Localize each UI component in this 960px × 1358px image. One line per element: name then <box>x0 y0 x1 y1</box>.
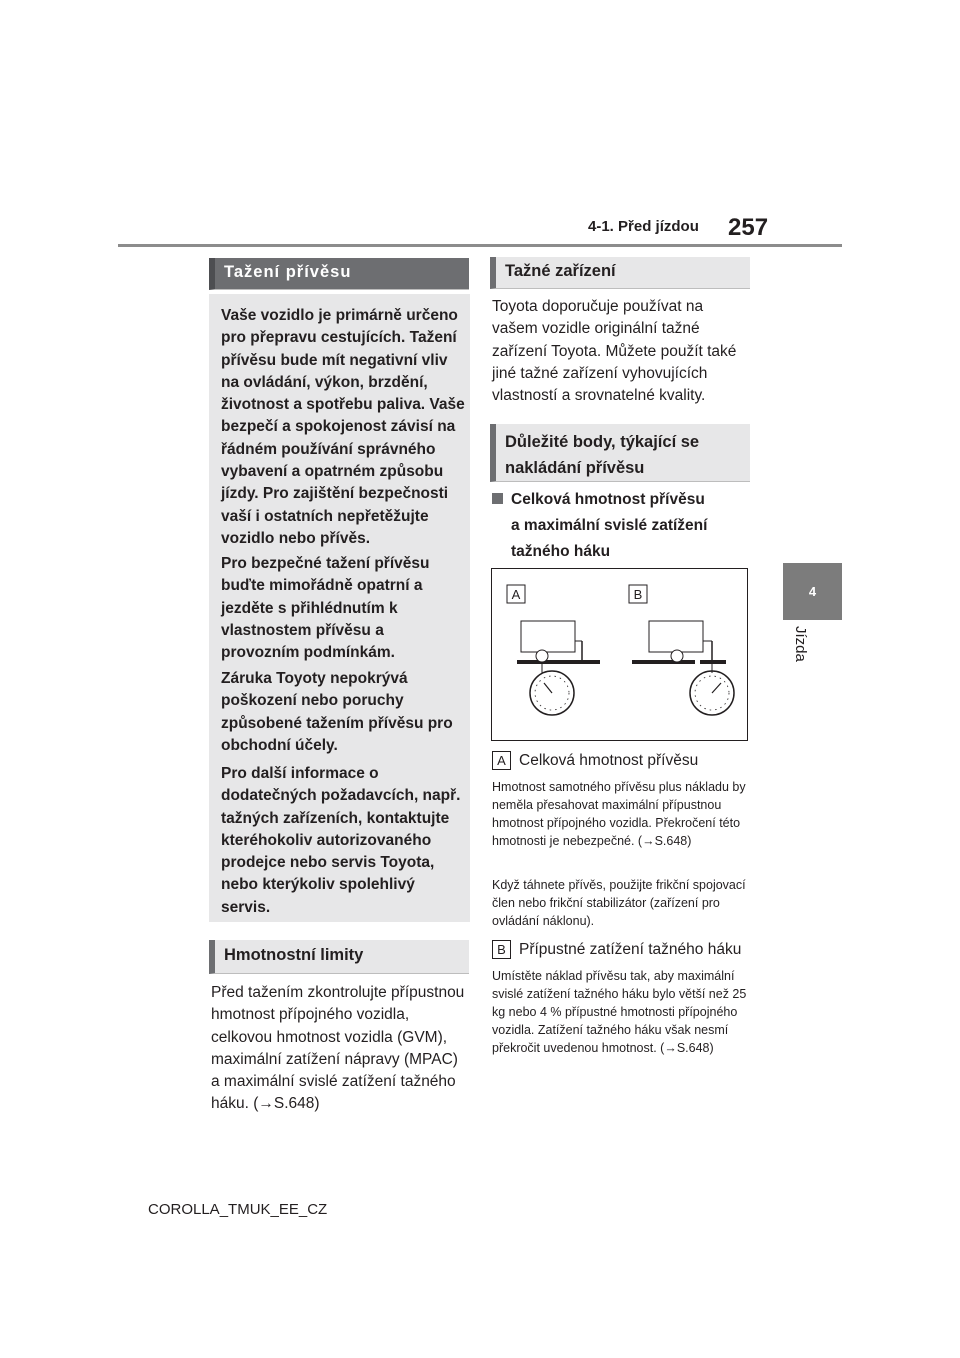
hitch-text: Toyota doporučuje používat na vašem vozidle originální tažné zařízení Toyota. Můžete použít také jiné tažné zařízení vyhovujících vlastností a srovnatelné kvality. <box>492 298 737 405</box>
item-b-title: B Přípustné zatížení tažného háku <box>492 940 741 959</box>
intro-paragraph: Záruka Toyoty nepokrývá poškození nebo poruchy způsobené tažením přívěsu pro obchodní účely. <box>221 670 453 754</box>
header-rule <box>118 244 842 247</box>
trailer-weight-diagram <box>491 568 748 741</box>
subheading-weight: Celková hmotnost přívěsu a maximální svislé zatížení tažného háku <box>492 487 752 565</box>
trailer-b-wheel <box>671 650 683 662</box>
heading-weight-limits: Hmotnostní limity <box>209 940 469 974</box>
trailer-b-body <box>649 621 703 652</box>
scale-a-needle <box>544 683 552 693</box>
trailer-a-body <box>521 621 575 652</box>
item-a-text: Hmotnost samotného přívěsu plus nákladu by neměla přesahovat maximální přípustnou hmotnost přípojného vozidla. Překročení této hmotnosti je nebezpečné. (→S.648) <box>492 780 746 848</box>
item-a-text: Když táhnete přívěs, použijte frikční spojovací člen nebo frikční stabilizátor (zařízení pro ovládání náklonu). <box>492 878 746 928</box>
item-a-label: A <box>492 751 511 770</box>
weight-limits-text: Před tažením zkontrolujte přípustnou hmotnost přípojného vozidla, celkovou hmotnost vozidla (GVM), maximální zatížení nápravy (MPAC) a maximální svislé zatížení tažného háku. (→S.648) <box>211 984 465 1113</box>
heading-loading: Důležité body, týkající se nakládání přívěsu <box>490 424 750 482</box>
heading-hitch: Tažné zařízení <box>490 257 750 289</box>
scale-b-needle <box>712 683 721 693</box>
item-a-title: A Celková hmotnost přívěsu <box>492 751 698 770</box>
page-number: 257 <box>728 214 769 241</box>
intro-paragraph: Pro bezpečné tažení přívěsu buďte mimořádně opatrní a jezděte s přihlédnutím k vlastnostem přívěsu a provozním podmínkám. <box>221 555 430 662</box>
diagram-label-a: A <box>511 587 521 602</box>
chapter-tab: 4 <box>783 563 842 620</box>
intro-paragraph: Vaše vozidlo je primárně určeno pro přepravu cestujících. Tažení přívěsu bude mít negativní vliv na ovládání, výkon, brzdění, životnost a spotřebu paliva. Vaše bezpečí a spokojenost závisí na řádném používání správného vybavení a opatrném způsobu jízdy. Pro zajištění bezpečnosti vaší i ostatních nepřetěžujte vozidlo nebo přívěs. <box>221 307 465 547</box>
intro-paragraph: Pro další informace o dodatečných požadavcích, např. tažných zařízeních, kontaktujte kteréhokoliv autorizovaného prodejce nebo servis Toyota, nebo kterýkoliv spolehlivý servis. <box>221 765 461 916</box>
heading-towing: Tažení přívěsu <box>209 258 469 290</box>
trailer-scale-illustration <box>492 569 747 740</box>
section-title: 4-1. Před jízdou <box>588 218 699 235</box>
square-bullet-icon <box>492 493 503 504</box>
diagram-label-b: B <box>633 587 643 602</box>
chapter-label: Jízda <box>792 626 809 662</box>
trailer-a-wheel <box>536 650 548 662</box>
item-b-label: B <box>492 940 511 959</box>
item-b-text: Umístěte náklad přívěsu tak, aby maximální svislé zatížení tažného háku bylo větší než 25 kg nebo 4 % přípustné hmotnosti přípojného vozidla. Zatížení tažného háku však nesmí překročit uvedenou hmotnost. (→S.648) <box>492 969 747 1055</box>
footer-code: COROLLA_TMUK_EE_CZ <box>148 1201 328 1218</box>
